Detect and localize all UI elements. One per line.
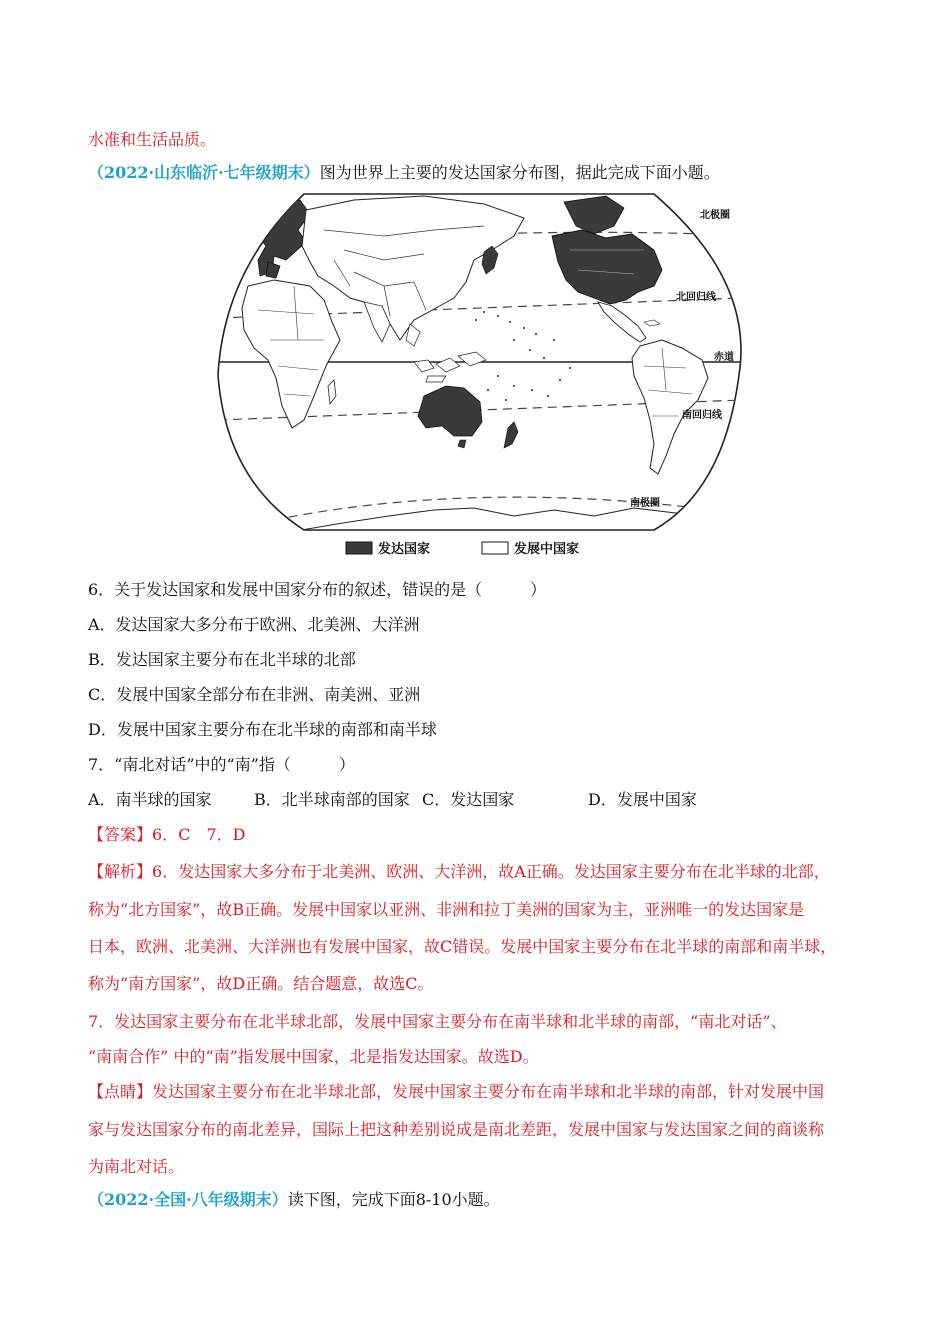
question-6-option-d: D．发展中国家主要分布在北半球的南部和南半球 (88, 720, 437, 739)
arctic-circle-label: 北极圈 (700, 210, 730, 221)
antarctic-circle-label: 南极圈 (630, 498, 660, 509)
question-7-option-b: B．北半球南部的国家 (254, 790, 410, 809)
answer-line (88, 825, 245, 845)
analysis-tag: 【解析】 (88, 862, 153, 881)
question-7-option-a: A．南半球的国家 (88, 790, 212, 809)
next-question-stem: 读下图，完成下面8-10小题。 (287, 1190, 500, 1209)
analysis-line-3: 日本，欧洲、北美洲、大洋洲也有发展中国家，故C错误。发展中国家主要分布在北半球的南部和南半球， (88, 937, 837, 956)
analysis-line-1 (88, 862, 830, 882)
question-7-option-c: C．发达国家 (422, 790, 515, 809)
comment-line-3: 为南北对话。 (88, 1157, 185, 1176)
legend-developed-swatch (346, 542, 372, 554)
analysis-line-6: “南南合作” 中的“南”指发展中国家，北是指发达国家。故选D。 (88, 1047, 539, 1066)
tropic-of-capricorn-label: 南回归线 (682, 410, 722, 421)
comment-line-2: 家与发达国家分布的南北差异，国际上把这种差别说成是南北差距，发展中国家与发达国家之间的商谈称 (88, 1120, 825, 1139)
equator-label: 赤道 (714, 352, 734, 363)
analysis-line-5: 7．发达国家主要分布在北半球北部，发展中国家主要分布在南半球和北半球的南部，“南北对话”、 (88, 1012, 787, 1031)
question-6-stem: 6．关于发达国家和发展中国家分布的叙述，错误的是（ ） (88, 580, 547, 599)
question-stem: 图为世界上主要的发达国家分布图，据此完成下面小题。 (319, 163, 720, 182)
comment-tag: 【点睛】 (88, 1082, 153, 1101)
map-legend (346, 541, 579, 556)
analysis-line-4: 称为“南方国家”，故D正确。结合题意，故选C。 (88, 974, 434, 993)
tropic-of-cancer-label: 北回归线 (676, 292, 716, 303)
question-6-option-a: A．发达国家大多分布于欧洲、北美洲、大洋洲 (88, 615, 420, 634)
question-7-stem: 7．“南北对话”中的“南”指（ ） (88, 755, 355, 774)
world-developed-countries-map (214, 190, 746, 565)
analysis-line-2: 称为“北方国家”，故B正确。发展中国家以亚洲、非洲和拉丁美洲的国家为主，亚洲唯一的发达国家是 (88, 900, 805, 919)
comment-line-1 (88, 1082, 824, 1102)
legend-developing-label: 发展中国家 (514, 541, 580, 556)
answer-text: 6．C 7．D (152, 825, 246, 844)
question-6-option-c: C．发展中国家全部分布在非洲、南美洲、亚洲 (88, 685, 421, 704)
intro-tail-text: 水准和生活品质。 (88, 130, 217, 149)
question-source: （2022·山东临沂·七年级期末） (88, 163, 320, 182)
legend-developed-label: 发达国家 (378, 541, 431, 556)
legend-developing-swatch (482, 542, 508, 554)
question-intro-line (88, 163, 720, 183)
next-question-source: （2022·全国·八年级期末） (88, 1190, 288, 1209)
next-question-intro-line (88, 1190, 500, 1210)
answer-tag: 【答案】 (88, 825, 153, 844)
analysis-text-1: 6．发达国家大多分布于北美洲、欧洲、大洋洲，故A正确。发达国家主要分布在北半球的北部， (152, 862, 830, 881)
question-6-option-b: B．发达国家主要分布在北半球的北部 (88, 650, 356, 669)
question-7-option-d: D．发展中国家 (588, 790, 697, 809)
comment-text-1: 发达国家主要分布在北半球北部，发展中国家主要分布在南半球和北半球的南部，针对发展中国 (152, 1082, 825, 1101)
